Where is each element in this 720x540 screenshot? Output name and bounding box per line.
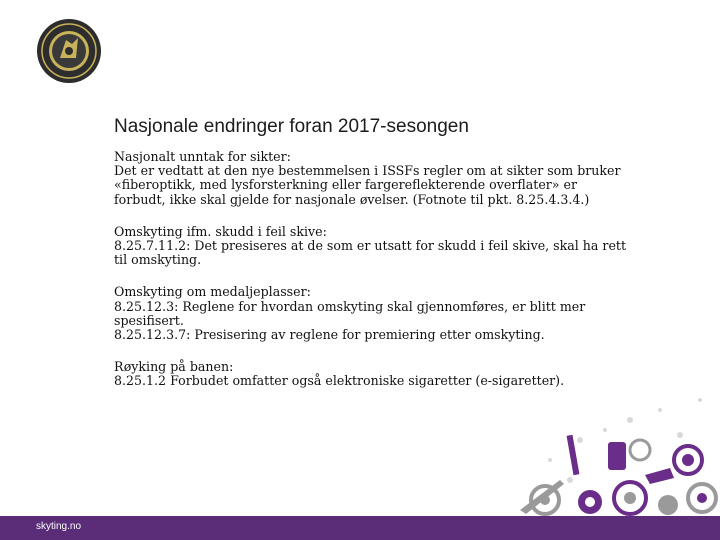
shooting-sport-collage-icon xyxy=(430,380,720,520)
section-text: 8.25.12.3.7: Presisering av reglene for premiering etter omskyting. xyxy=(114,327,545,343)
section-text: til omskyting. xyxy=(114,252,202,268)
section-text: spesifisert. xyxy=(114,312,184,328)
section-sikter xyxy=(114,150,704,207)
section-text: 8.25.7.11.2: Det presiseres at de som er utsatt for skudd i feil skive, skal ha rett xyxy=(114,238,627,254)
footer-bar xyxy=(0,516,720,540)
section-text: «fiberoptikk, med lysforsterkning eller fargereflekterende overflater» er xyxy=(114,177,577,193)
federation-emblem-icon xyxy=(36,18,102,84)
section-heading: Nasjonalt unntak for sikter: xyxy=(114,149,291,164)
page-title: Nasjonale endringer foran 2017-sesongen xyxy=(114,116,469,137)
slide-content xyxy=(114,150,704,407)
section-text: 8.25.1.2 Forbudet omfatter også elektroniske sigaretter (e-sigaretter). xyxy=(114,373,565,389)
section-heading: Røyking på banen: xyxy=(114,359,234,375)
section-heading: Omskyting om medaljeplasser: xyxy=(114,284,311,300)
section-feil-skive xyxy=(114,225,704,268)
section-text: Det er vedtatt at den nye bestemmelsen i ISSFs regler om at sikter som bruker xyxy=(114,163,621,179)
section-text: forbudt, ikke skal gjelde for nasjonale øvelser. (Fotnote til pkt. 8.25.4.3.4.) xyxy=(114,191,590,207)
section-text: 8.25.12.3: Reglene for hvordan omskyting skal gjennomføres, er blitt mer xyxy=(114,298,586,314)
section-medaljeplasser xyxy=(114,285,704,342)
footer-site-link[interactable]: skyting.no xyxy=(36,521,82,532)
section-heading: Omskyting ifm. skudd i feil skive: xyxy=(114,223,327,239)
